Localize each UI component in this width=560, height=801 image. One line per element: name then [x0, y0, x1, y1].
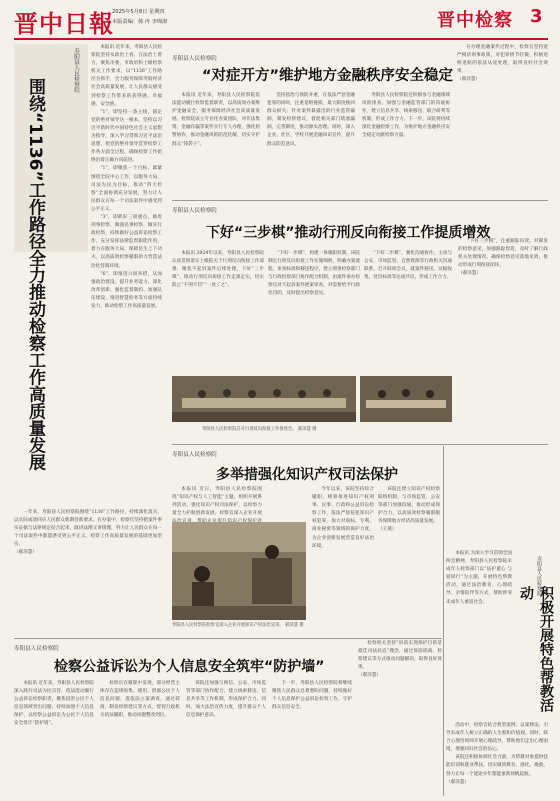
story-column: 本报讯 为深入学习贯彻全国两会精神，寿阳县人民检察院未成年人检察部门以“法护童心 与爱同行”为主题，开展特色帮教活动，通过法治教育、心理疏导、亲情陪伴等方式，帮助涉罪未成年人重返社会。: [446, 551, 512, 605]
story-personal-info: [14, 640, 442, 800]
masthead-editors: 本版责编：韩 冉 李锦淑: [112, 19, 168, 25]
story-column: 该院还加强与网信、公安、市场监管等部门协作配合，建立线索移送、信息共享等工作机制，形成保护合力。同时，加大法治宣传力度，提升群众个人信息保护意识。: [186, 681, 266, 719]
photo-caption: 寿阳县人民检察院召开行刑反向衔接工作推进会。 郝泽慧 摄: [202, 427, 317, 432]
story-column-text: “下好三步棋”，注重跟踪问效。对制发的检察意见，加强跟踪督促，及时了解行政机关处理情况，确保检察意见落地见效，推动形成行刑衔接闭环。: [458, 239, 548, 269]
story-column: 本报讯 近年来，寿阳县人民检察院深入践行司法为民宗旨，依法能动履行公益诉讼检察职责，聚焦侵害公民个人信息领域突出问题，持续加强个人信息保护，以检察公益诉讼为公民个人信息安全筑牢“防护墙”。: [14, 681, 94, 727]
masthead-date: 2025年5月8日 星期四: [112, 9, 165, 15]
meeting-photo-art: [172, 376, 356, 422]
meeting-photo: [172, 376, 356, 422]
story-byline: （郝泽慧）: [446, 779, 469, 785]
story-column: [378, 486, 440, 634]
story-column: “下好二步棋”，强化沟通协作。主动与公安、市场监管、自然资源等行政机关沟通联系，召开联席会议，就案件移送、证据收集、处罚标准等达成共识，形成工作合力。: [364, 251, 452, 281]
story-column: 坚持惩治与预防并重，在依法严惩金融犯罪的同时，注重追赃挽损，最大限度挽回群众损失；针对案件暴露出的行业监管漏洞，制发检察建议，督促相关部门堵塞漏洞、完善制度，推动源头治理。同时，深入企业、社区、学校开展金融知识宣传，提升群众防范意识。: [267, 93, 355, 147]
story-column: [358, 640, 442, 798]
left-story-para: 本报讯 近年来，寿阳县人民检察院坚持从政治上看、在法治上着力，聚焦市委、市政府和上级检察机关工作要求，以“1136”工作路径为抓手，全力服务保障寿阳经济社会高质量发展，让人民群众感受到检察工作带来的获得感、幸福感、安全感。: [91, 45, 162, 107]
section-divider: [14, 638, 442, 639]
story-byline: （郝泽慧）: [358, 673, 381, 679]
section-divider-vertical: [443, 446, 444, 796]
left-story-bottom-text: [14, 509, 162, 587]
story-column: 下一步，寿阳县人民检察院将继续聚焦人民群众急难愁盼问题，持续做好个人信息保护公益诉讼检察工作，守护群众信息安全。: [272, 681, 352, 711]
story-headline: 积极开展特色帮教活动: [518, 586, 554, 712]
story-column: 本报讯 近年来，寿阳县人民检察院依法能动履行检察监督职责，以高质效办案维护金融安全，服务保障经济社会高质量发展。检察院成立专业化办案团队，对非法集资、金融诈骗等案件实行专人办理，强化检警协作，推动金融风险防范化解，切实守护群众“钱袋子”。: [172, 93, 260, 147]
story-headline: “对症开方”维护地方金融秩序安全稳定: [202, 68, 454, 84]
story-byline: （王燕）: [378, 527, 397, 533]
story-financial: [172, 44, 548, 198]
story-column: 检察官在履职中发现，部分经营主体存在违规收集、使用、泄露公民个人信息问题，遂依法立案调查，通过磋商、制发检察建议等方式，督促行政机关依法履职，推动问题整改到位。: [100, 681, 180, 719]
story-column: “下好一步棋”，构建一体履职机制。该院制定行刑反向衔接工作实施细则，明确办案流程、审查标准和移送程序，建立刑事检察部门与行政检察部门协作配合机制，由案件承办检察官对不起诉案件逐案审查，对需要给予行政处罚的，及时提出检察意见。: [268, 251, 360, 297]
left-story-kicker: 寿阳县人民检察院: [73, 48, 79, 93]
left-story-headline: 围绕“1136”工作路径全力推动检察工作高质量发展: [25, 78, 45, 471]
story-kicker: 寿阳县人民检察院: [172, 452, 217, 458]
photo-caption: 寿阳县人民检察院检察官深入企业开展知识产权法治宣讲。 郝泽慧 摄: [172, 623, 304, 628]
story-kicker: 寿阳县人民检察院: [172, 208, 217, 214]
left-story-para: “1”，即聚焦一个目标，紧紧围绕全院中心工作，以服务大局、司法为民为目标，推动“四大检察”全面协调充分发展，努力让人民群众在每一个司法案件中感受到公平正义。: [91, 166, 162, 212]
story-column-text: 在办理金融案件过程中，检察官坚持宽严相济刑事政策，对犯罪情节轻微、积极退赃退赔的依法从宽处理，取得良好社会效果。: [457, 45, 548, 75]
page-section-title: 晋中检察: [437, 10, 513, 31]
story-kicker: 寿阳县人民检察院: [172, 56, 217, 62]
masthead-logo: 晋中日報: [14, 9, 114, 38]
story-kicker: 寿阳县人民检察院: [536, 556, 542, 596]
story-headline: 下好“三步棋”推动行刑反向衔接工作提质增效: [206, 225, 491, 241]
left-story: [14, 44, 162, 556]
left-story-para: “1”，即坚持一条主线，锚定党的绝对领导这一根本，坚持以习近平新时代中国特色社会主义思想为指导，深入学习贯彻习近平法治思想，把党的绝对领导贯穿检察工作各方面全过程，确保检察工作始终沿着正确方向前进。: [91, 109, 162, 164]
meeting-photo-art: [360, 376, 452, 422]
story-column-text: 活动中，检察官结合典型案例，以案释法，引导未成年人树立正确的人生观和价值观。同时，联合心理咨询师开展心理疏导，帮助他们走出心理困境，增强回归社会的信心。: [446, 723, 548, 753]
story-byline: （郝泽慧）: [458, 271, 481, 277]
story-kicker: 寿阳县人民检察院: [14, 646, 59, 652]
story-column: 今年以来，该院坚持综合履职，统筹推进知识产权刑事、民事、行政和公益诉讼检察工作，依法严惩侵犯知识产权犯罪，加大对商标、专利、商业秘密等领域的保护力度，为企业创新发展营造良好法治环境。: [312, 487, 374, 549]
story-column-text: 检察机关坚持“诉前实现保护目的是最佳司法状态”理念，通过诉前磋商、检察建议等方式推动问题解决，取得良好效果。: [358, 641, 442, 671]
story-column: 本报讯 2024年以来，寿阳县人民检察院认真贯彻落实上级院关于行刑反向衔接工作部署，聚焦不起诉案件后续处理，下好“三步棋”，推动行刑反向衔接工作走深走实，切实防止“不刑不罚”“一放了之”。: [172, 251, 264, 289]
page-number: 3: [530, 6, 543, 27]
left-story-bottom-para: 一年来，寿阳县人民检察院围绕“1136”工作路径，持续深化落实，以实际成效回应人民群众新期待新要求。在办案中，检察官坚持把案件事实证据与法律规定结合起来，既讲法理又讲情理，努力让人民群众在每一个司法案件中都能感受到公平正义，检察工作高质量发展的基础更加坚实。: [14, 510, 162, 548]
story-ip-protection: [172, 446, 440, 636]
left-story-para: “3”，即抓好三项重点，做优刑事检察、做强民事检察、做实行政检察，持续做好公益诉讼检察工作，充分发挥法律监督职能作用，着力在服务大局、保障民生上下功夫，以高质效检察履职助力营造法治化营商环境。: [91, 214, 162, 269]
masthead-rule: [14, 38, 548, 40]
left-story-para: “6”，即推进六项举措，从加强政治建设、提升业务能力、深化改革创新、强化监督制约、加强队伍建设、推进智慧检务等方面持续发力，推动检察工作高质量发展。: [91, 271, 162, 309]
story-headline: 检察公益诉讼为个人信息安全筑牢“防护墙”: [54, 659, 325, 675]
story-column: 本报讯 近日，寿阳县人民检察院围绕“知识产权与人工智能”主题，组织开展系列活动，强化知识产权司法保护，以检察力量全力护航创新发展。检察官深入企业开展: [172, 487, 262, 517]
story-column-text: 该院还建立知识产权检察联络机制，与市场监管、公安等部门加强沟通，推动形成保护合力，以高质效检察履职服务保障地方经济高质量发展。: [378, 487, 440, 525]
left-story-body: [91, 44, 162, 506]
story-youth-education: [446, 550, 554, 720]
story-column-text: 该院还积极协调社会力量，为帮教对象提供技能培训和就业帮扶，切实做到教育、感化、挽救，努力让每一个迷途少年都能重新扬帆起航。: [446, 755, 548, 777]
story-column: [458, 238, 548, 438]
story-column: [457, 44, 548, 196]
story-headline: 多举措强化知识产权司法保护: [216, 467, 398, 483]
section-divider: [172, 200, 548, 201]
story-byline: （郝泽慧）: [457, 77, 480, 83]
section-divider: [172, 444, 548, 445]
story-administrative: [172, 202, 548, 442]
left-story-byline: （郝泽慧）: [14, 550, 37, 556]
lecture-photo-art: [172, 522, 306, 620]
story-youth-education-continued: [446, 722, 548, 800]
meeting-photo: [360, 376, 452, 422]
story-column: 寿阳县人民检察院还积极参与金融领域风险排查，加强与金融监管部门的沟通协作，建立信息共享、线索移送、联合研判等机制，形成工作合力。下一步，该院将持续深化金融检察工作，为维护地方金融秩序安全稳定贡献检察力量。: [362, 93, 450, 139]
lecture-photo: [172, 522, 306, 620]
